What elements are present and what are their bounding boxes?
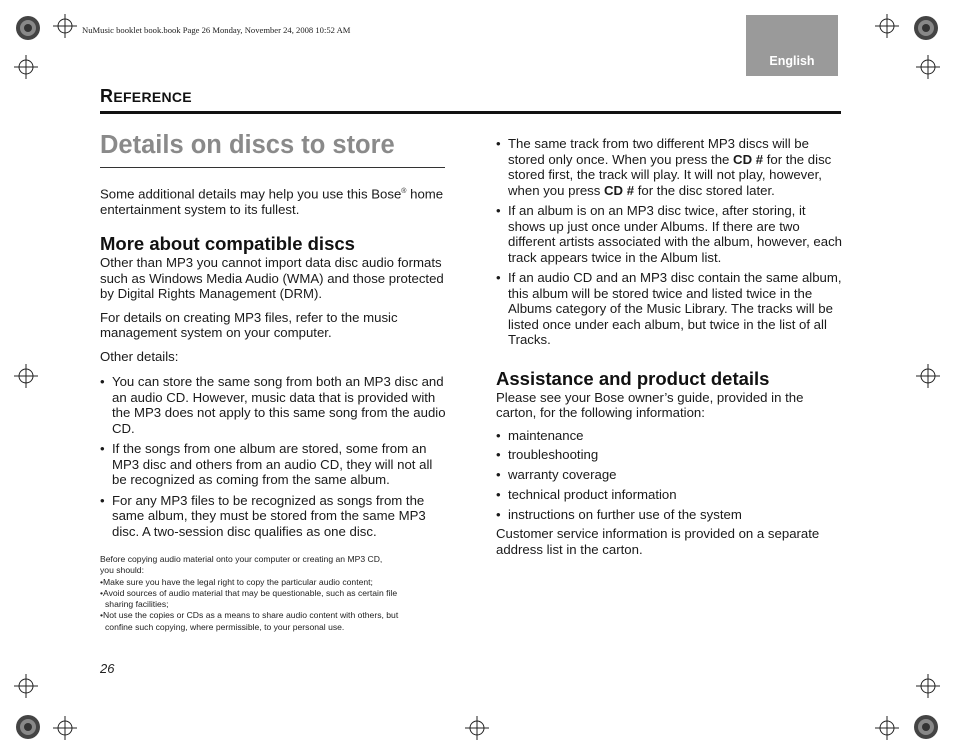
registration-mark-icon: [916, 364, 940, 388]
compat-bullet-list: [100, 374, 450, 539]
title-rule: [100, 167, 445, 168]
registration-mark-icon: [465, 716, 489, 740]
compat-paragraph-2: For details on creating MP3 files, refer to the music management system on your computer.: [100, 309, 398, 341]
registration-mark-icon: [53, 716, 77, 740]
list-item: • For any MP3 files to be recognized as songs from the same album, they must be stored from the same MP3 disc. A two-session disc qualifies as one disc.: [100, 492, 426, 539]
print-header-note: NuMusic booklet book.book Page 26 Monday, November 24, 2008 10:52 AM: [82, 25, 351, 35]
language-tab: [746, 15, 838, 76]
registration-mark-icon: [14, 674, 38, 698]
print-target-disc-icon: [15, 15, 41, 41]
right-column: [496, 136, 846, 565]
compat-paragraph-3: Other details:: [100, 348, 179, 364]
compat-paragraph-1: Other than MP3 you cannot import data disc audio formats such as Windows Media Audio (WMA) and those protected by Digital Rights Management (DRM).: [100, 255, 444, 302]
compat-heading: More about compatible discs: [100, 233, 355, 255]
page-number: 26: [100, 661, 115, 676]
registration-mark-icon: [916, 55, 940, 79]
copy-notice: Before copying audio material onto your computer or creating an MP3 CD, you should: •Make sure you have the legal right to copy the particular audio content; •Avoid sources of audio material that may be questionable, such as certain file sharing facilities; •Not use the copies or CDs as a means to share audio content with others, but confine such copying, where permissible, to your personal use.: [100, 554, 399, 632]
store-bullet-list: [496, 136, 846, 348]
left-column: [100, 184, 450, 544]
print-target-disc-icon: [913, 15, 939, 41]
assist-bullet-list: [496, 428, 846, 523]
print-target-disc-icon: [15, 714, 41, 740]
registration-mark-icon: [875, 716, 899, 740]
assist-paragraph-2: Customer service information is provided on a separate address list in the carton.: [496, 526, 820, 557]
page-title: Details on discs to store: [100, 131, 395, 159]
list-item: • You can store the same song from both an MP3 disc and an audio CD. However, music data that is provided with the MP3 does not apply to this same song from the audio CD.: [100, 374, 446, 436]
section-rule: [100, 111, 841, 114]
list-item: • instructions on further use of the system: [496, 506, 742, 522]
registration-mark-icon: [916, 674, 940, 698]
registration-mark-icon: [14, 55, 38, 79]
list-item: • If the songs from one album are stored, some from an MP3 disc and others from an audio CD, they will not all be recognized as coming from the same album.: [100, 441, 433, 488]
intro-paragraph: Some additional details may help you use this Bose® home entertainment system to its fullest.: [100, 186, 444, 217]
list-item: • If an album is on an MP3 disc twice, after storing, it shows up just once under Albums. If there are two different artists associated with the album, however, each track appears twice in the Album list.: [496, 203, 843, 265]
assist-paragraph-1: Please see your Bose owner’s guide, provided in the carton, for the following information:: [496, 389, 804, 420]
registration-mark-icon: [875, 14, 899, 38]
registration-mark-icon: [14, 364, 38, 388]
language-tab-label: English: [769, 54, 815, 68]
print-target-disc-icon: [913, 714, 939, 740]
list-item: • technical product information: [496, 486, 677, 502]
assist-heading: Assistance and product details: [496, 367, 770, 389]
list-item: • troubleshooting: [496, 447, 599, 463]
section-heading: [100, 86, 192, 107]
list-item: • If an audio CD and an MP3 disc contain the same album, this album will be stored twice and listed twice in the Albums category of the Music Library. The tracks will be listed once under each album, but twice in the list of all Tracks.: [496, 270, 842, 347]
section-heading-initial: R: [100, 86, 114, 106]
registration-mark-icon: [53, 14, 77, 38]
list-item: • The same track from two different MP3 discs will be stored only once. When you press the CD # for the disc stored first, the track will play. It will not play, however, when you press CD # for the disc stored later.: [496, 136, 832, 198]
section-heading-rest: EFERENCE: [113, 89, 192, 105]
list-item: • warranty coverage: [496, 467, 617, 483]
list-item: • maintenance: [496, 427, 584, 443]
